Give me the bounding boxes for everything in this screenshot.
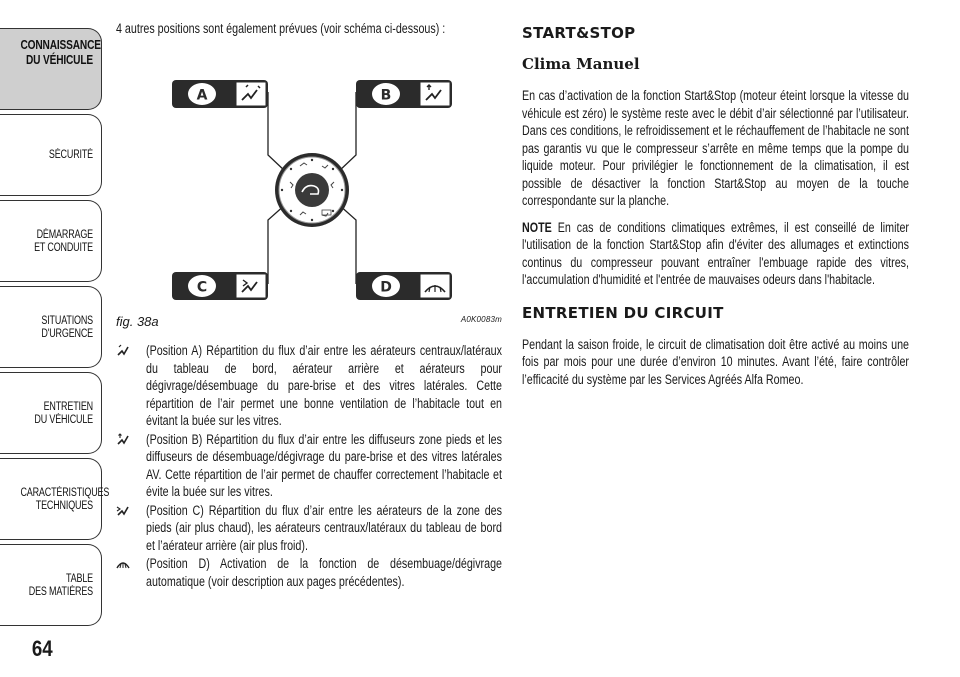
tab-label-line2: DES MATIÈRES [28,586,93,598]
tab-label-line1: ENTRETIEN [43,401,93,413]
tab-label-line1: CARACTÉRISTIQUES [20,487,110,499]
tab-label-line2: DU VÉHICULE [25,52,94,67]
position-c-label [172,272,268,300]
tab-label-line2: TECHNIQUES [35,500,93,512]
position-b-letter: B [380,87,392,104]
note-label: NOTE [522,219,552,235]
subheading-clima-manuel: Clima Manuel [522,55,640,73]
section-heading-start-stop: START&STOP [522,24,636,42]
position-a-label [172,80,268,108]
airflow-feet-panel-icon [116,504,130,518]
tab-entretien-du-vehicule[interactable] [0,372,102,454]
tab-caracteristiques-techniques[interactable] [0,458,110,540]
list-item-position-c [116,502,502,555]
position-b-text: (Position B) Répartition du flux d’air entre les diffuseurs zone pieds et les diffuseurs de désembuage/dégivrage du pare-brise et des vitres latérales AV. Cette répartition de l’air permet de chauffer correctement l’habitacle et évite la buée sur les vitres. [146,431,502,499]
selector-knob [275,153,349,227]
paragraph-start-stop: En cas d’activation de la fonction Start&Stop (moteur éteint lorsque la vitesse du véhicule est zéro) le système reste avec le débit d’air sélectionné par l’utilisateur. Dans ces conditions, le refroidissement et le réchauffement de l’habitacle ne sont pas garantis vu que le compresseur s’arrête en même temps que la pompe du liquide moteur. Pour privilégier le fonctionnement de la climatisation, il est possible de désactiver la fonction Start&Stop au moyen de la touche correspondante sur la planche. [522,88,909,208]
tab-connaissance-du-vehicule[interactable] [0,28,102,110]
section-heading-entretien: ENTRETIEN DU CIRCUIT [522,303,724,322]
tab-label-line1: DÉMARRAGE [36,229,93,241]
airflow-feet-defrost-icon [116,433,130,447]
tab-situations-d-urgence[interactable] [0,286,102,368]
tab-label-line1: SITUATIONS [41,315,93,327]
note-text: En cas de conditions climatiques extrêmes, il est conseillé de limiter l'utilisation de la fonction Start&Stop afin d'éviter des allumages et extinctions continus du compresseur pouvant entraîner l'embuage rapide des vitres, l'accumulation d'humidité et l'entrée de mauvaises odeurs dans l'habitacle. [522,219,909,287]
position-c-letter: C [196,279,208,296]
tab-label-line2: ET CONDUITE [34,242,93,254]
page-number: 64 [31,636,53,661]
list-item-position-d [116,555,502,590]
airflow-panel-icon [116,344,130,358]
position-d-letter: D [380,279,392,296]
tab-demarrage-et-conduite[interactable] [0,200,102,282]
tab-securite[interactable] [0,114,102,196]
position-a-letter: A [196,87,208,104]
right-column [522,25,909,397]
figure-code: A0K0083m [460,314,502,324]
intro-text: 4 autres positions sont également prévues (voir schéma ci-dessous) : [116,21,446,36]
air-distribution-diagram [116,40,502,310]
defrost-windscreen-icon [116,557,130,571]
note-paragraph [522,219,909,289]
position-d-label [356,272,452,300]
tab-table-des-matieres[interactable] [0,544,102,626]
position-d-text: (Position D) Activation de la fonction de désembuage/dégivrage automatique (voir description aux pages précédentes). [146,556,502,589]
tab-label-line1: CONNAISSANCE [20,37,101,52]
list-item-position-b [116,431,502,501]
position-c-text: (Position C) Répartition du flux d’air entre les aérateurs de la zone des pieds (air plus chaud), les aérateurs centraux/latéraux du tableau de bord et l’aérateur arrière (air plus froid). [146,502,502,553]
position-a-text: (Position A) Répartition du flux d’air entre les aérateurs centraux/latéraux du tableau de bord, aérateur arrière et aérateurs pour dégivrage/désembuage du pare-brise et des vitres latérales. Cette répartition de l’air permet une bonne ventilation de l’habitacle tout en évitant la buée sur les vitres. [146,343,502,428]
left-column [116,20,502,591]
paragraph-entretien: Pendant la saison froide, le circuit de climatisation doit être activé au moins une fois par mois pour une durée d’environ 10 minutes. Avant l’été, faire contrôler l’efficacité du système par les Services Agréés Alfa Romeo. [522,336,909,387]
tab-label-line1: SÉCURITÉ [48,149,93,161]
tab-label-line1: TABLE [66,573,93,585]
list-item-position-a [116,342,502,430]
tab-label-line2: DU VÉHICULE [34,414,93,426]
tab-label-line2: D'URGENCE [41,328,93,340]
figure-label: fig. 38a [116,313,159,329]
air-distribution-figure [116,40,502,328]
position-list [116,342,502,590]
position-b-label [356,80,452,108]
